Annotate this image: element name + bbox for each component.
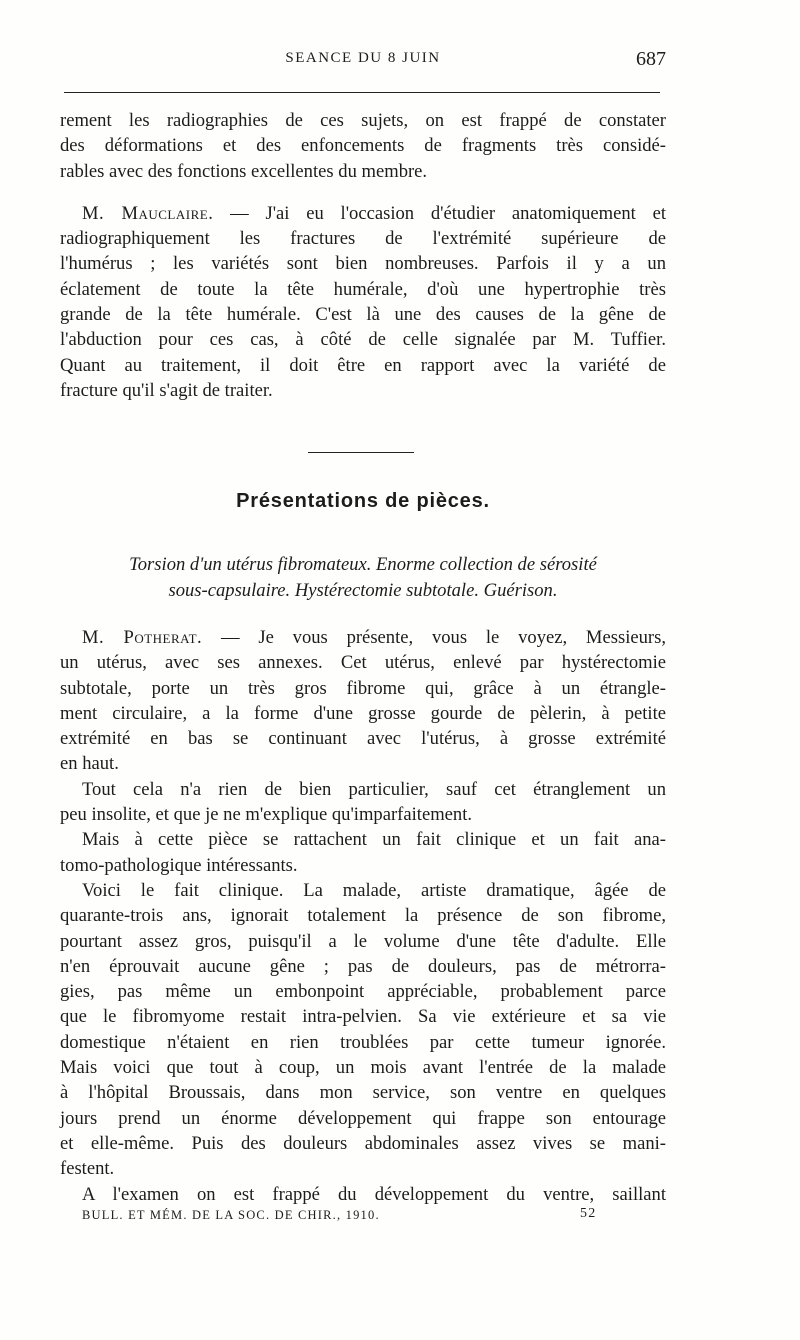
text-line: Mais à cette pièce se rattachent un fait clinique et un fait ana- [82,829,666,851]
signature-mark: 52 [580,1206,597,1221]
text-line: domestique n'étaient en rien troublées par cette tumeur ignorée. [60,1031,666,1053]
text-line: extrémité en bas se continuant avec l'utérus, à grosse extrémité [60,728,666,750]
text-line: gies, pas même un embonpoint appréciable, probablement parce [60,981,666,1003]
section-divider [308,452,414,453]
text-line: que le fibromyome restait intra-pelvien. Sa vie extérieure et sa vie [60,1006,666,1028]
text-line: l'abduction pour ces cas, à côté de celle signalée par M. Tuffier. [60,329,666,351]
page-footer [60,1206,666,1228]
text-line: subtotale, porte un très gros fibrome qui, grâce à un étrangle- [60,677,666,699]
text-line: l'humérus ; les variétés sont bien nombreuses. Parfois il y a un [60,253,666,275]
section-title: Présentations de pièces. [236,490,490,512]
text-line: un utérus, avec ses annexes. Cet utérus, enlevé par hystérectomie [60,652,666,674]
text-line: et elle-même. Puis des douleurs abdominales assez vives se mani- [60,1132,666,1154]
text-line: peu insolite, et que je ne m'explique qu'imparfaitement. [60,804,473,826]
text-line: jours prend un énorme développement qui frappe son entourage [60,1107,666,1129]
text-line: en haut. [60,753,119,775]
text-line: ment circulaire, a la forme d'une grosse gourde de pèlerin, à petite [60,702,666,724]
header-rule [64,92,660,93]
text-fragment: — J'ai eu l'occasion d'étudier anatomiquement et [213,202,666,224]
text-fragment: — Je vous présente, vous le voyez, Messieurs, [202,627,666,648]
footer-source: BULL. ET MÉM. DE LA SOC. DE CHIR., 1910. [82,1208,380,1222]
body-text-main [60,625,666,1207]
subtitle-line: Torsion d'un utérus fibromateux. Enorme collection de sérosité [129,554,597,575]
page-number: 687 [636,48,666,70]
text-line: Voici le fait clinique. La malade, artiste dramatique, âgée de [82,879,666,901]
text-line: radiographiquement les fractures de l'extrémité supérieure de [60,228,666,250]
speaker-name: M. Potherat. [82,627,203,648]
body-text-top [60,108,666,403]
text-line: Quant au traitement, il doit être en rapport avec la variété de [60,354,666,376]
text-line: n'en éprouvait aucune gêne ; pas de douleurs, pas de métrorra- [60,955,666,977]
text-line: Mais voici que tout à coup, un mois avant l'entrée de la malade [60,1057,666,1079]
page-header [60,50,666,78]
text-line: festent. [60,1158,115,1180]
text-line: fracture qu'il s'agit de traiter. [60,379,273,401]
text-line: éclatement de toute la tête humérale, d'où une hypertrophie très [60,278,666,300]
text-line: pourtant assez gros, puisqu'il a le volume d'une tête d'adulte. Elle [60,930,666,952]
article-subtitle [60,552,666,603]
paragraph-first-line [60,201,666,226]
text-line: Tout cela n'a rien de bien particulier, sauf cet étranglement un [82,778,666,800]
text-line: A l'examen on est frappé du développement du ventre, saillant [82,1183,666,1205]
paragraph-first-line [60,625,666,650]
text-line: tomo-pathologique intéressants. [60,854,298,876]
text-line: rement les radiographies de ces sujets, on est frappé de constater [60,110,666,131]
paragraph-gap [60,184,666,201]
speaker-name: M. Mauclaire. [82,202,214,224]
subtitle-line: sous-capsulaire. Hystérectomie subtotale. Guérison. [168,579,558,601]
text-line: des déformations et des enfoncements de fragments très considé- [60,135,666,157]
text-line: rables avec des fonctions excellentes du membre. [60,160,428,182]
text-line: à l'hôpital Broussais, dans mon service, son ventre en quelques [60,1082,666,1104]
running-title: SEANCE DU 8 JUIN [285,50,441,66]
text-line: quarante-trois ans, ignorait totalement la présence de son fibrome, [60,905,666,927]
text-line: grande de la tête humérale. C'est là une des causes de la gêne de [60,304,666,326]
